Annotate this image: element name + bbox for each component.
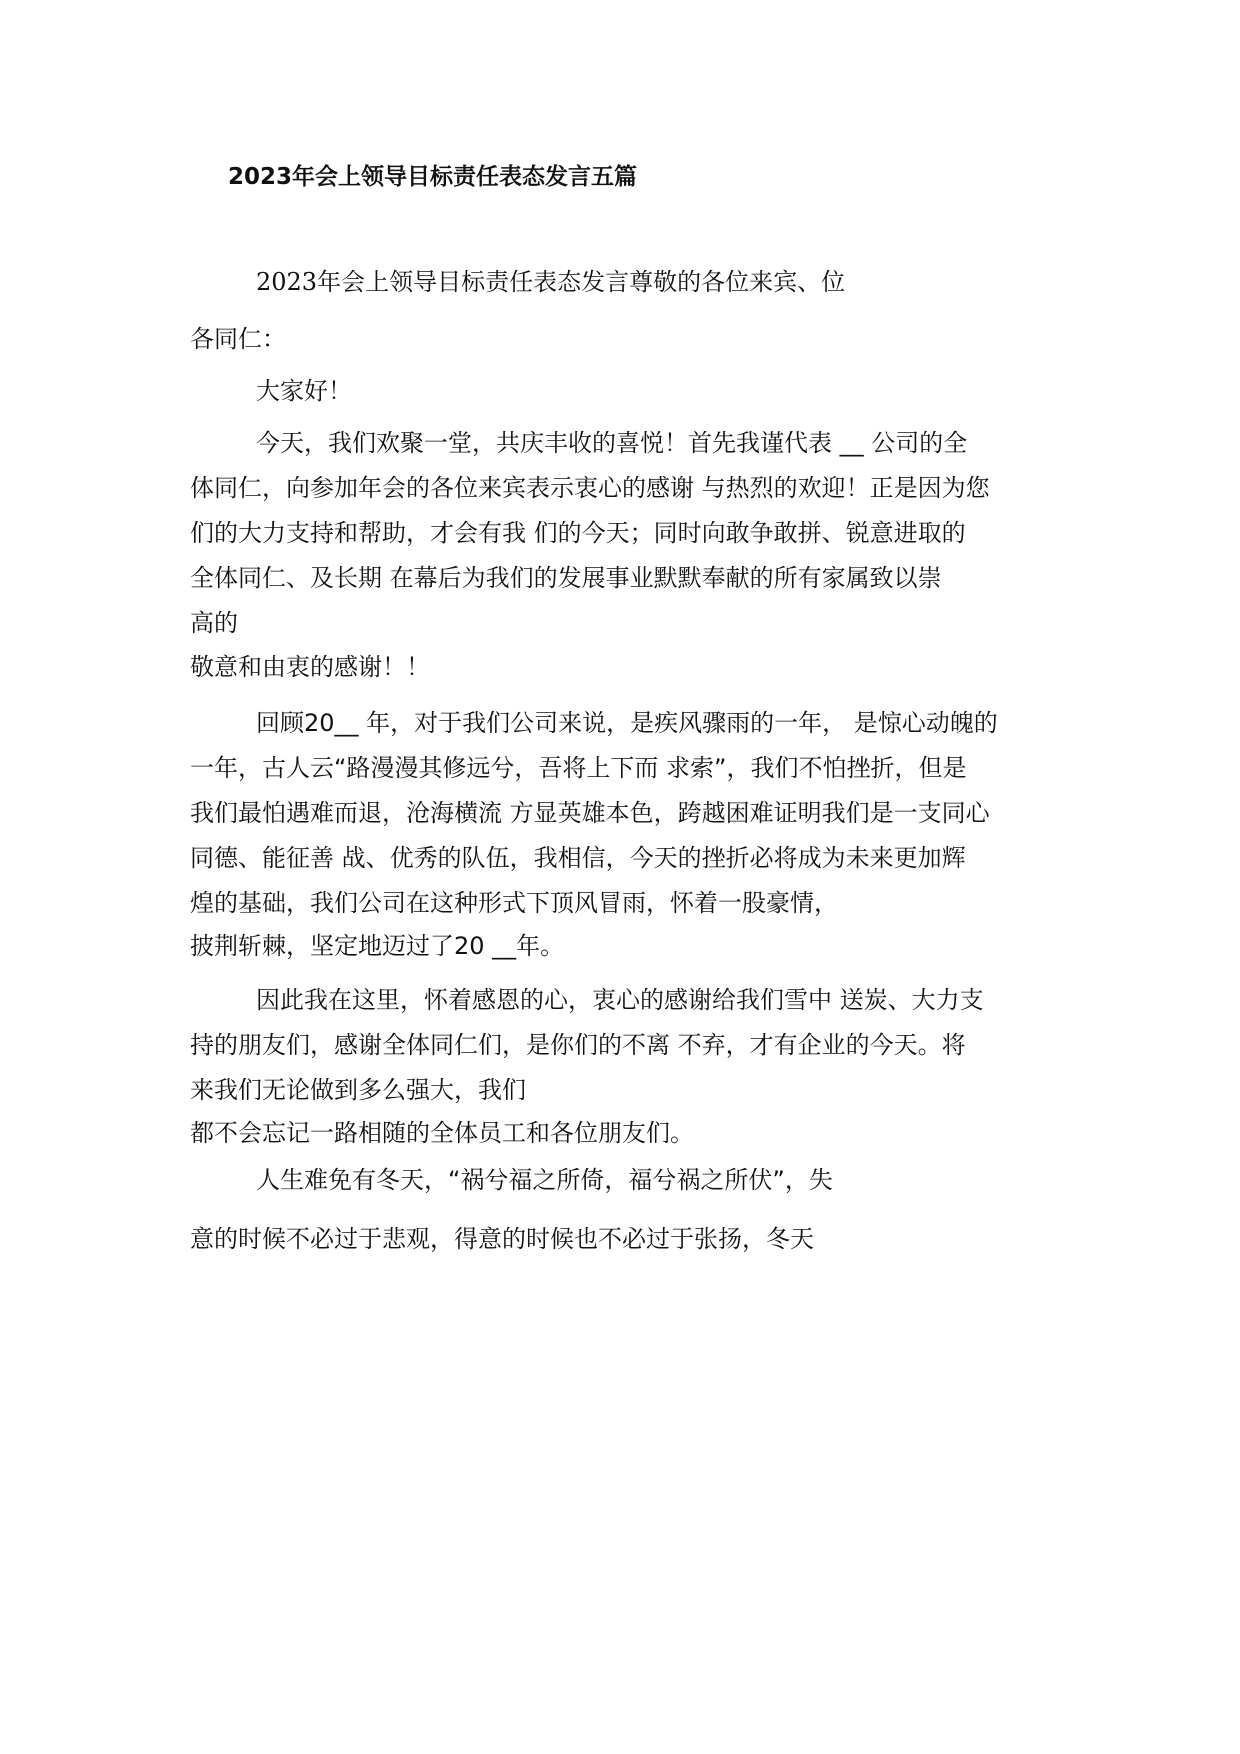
text-line: 体同仁，向参加年会的各位来宾表示衷心的感谢 与热烈的欢迎！正是因为您: [190, 474, 990, 502]
text-line: 披荆斩棘，坚定地迈过了20 __年。: [190, 932, 565, 960]
text-line: 来我们无论做到多么强大，我们: [190, 1076, 526, 1104]
text-line: 一年，古人云“路漫漫其修远兮，吾将上下而 求索”，我们不怕挫折，但是: [190, 754, 967, 782]
document-title: 2023年会上领导目标责任表态发言五篇: [228, 164, 638, 190]
text-line: 同德、能征善 战、优秀的队伍，我相信，今天的挫折必将成为未来更加辉: [190, 844, 966, 872]
text-line: 煌的基础，我们公司在这种形式下顶风冒雨，怀着一股豪情，: [190, 889, 838, 917]
text-line: 持的朋友们，感谢全体同仁们，是你们的不离 不弃，才有企业的今天。将: [190, 1031, 966, 1059]
text-line: 敬意和由衷的感谢！！: [190, 653, 430, 681]
text-line: 高的: [190, 609, 238, 637]
text-line: 意的时候不必过于悲观，得意的时候也不必过于张扬，冬天: [190, 1225, 814, 1253]
text-line: 都不会忘记一路相随的全体员工和各位朋友们。: [190, 1119, 694, 1147]
text-line: 大家好！: [256, 377, 352, 405]
text-line: 全体同仁、及长期 在幕后为我们的发展事业默默奉献的所有家属致以崇: [190, 564, 942, 592]
text-line: 今天，我们欢聚一堂，共庆丰收的喜悦！首先我谨代表 __ 公司的全: [256, 429, 968, 457]
text-line: 因此我在这里，怀着感恩的心，衷心的感谢给我们雪中 送炭、大力支: [256, 986, 984, 1014]
text-line: 人生难免有冬天，“祸兮福之所倚，福兮祸之所伏”，失: [256, 1166, 833, 1194]
text-line: 们的大力支持和帮助，才会有我 们的今天；同时向敢争敢拼、锐意进取的: [190, 519, 966, 547]
text-line: 各同仁：: [190, 325, 286, 353]
text-line: 回顾20__ 年，对于我们公司来说，是疾风骤雨的一年， 是惊心动魄的: [256, 709, 998, 737]
text-line: 2023年会上领导目标责任表态发言尊敬的各位来宾、位: [256, 268, 846, 296]
text-line: 我们最怕遇难而退，沧海横流 方显英雄本色，跨越困难证明我们是一支同心: [190, 799, 990, 827]
